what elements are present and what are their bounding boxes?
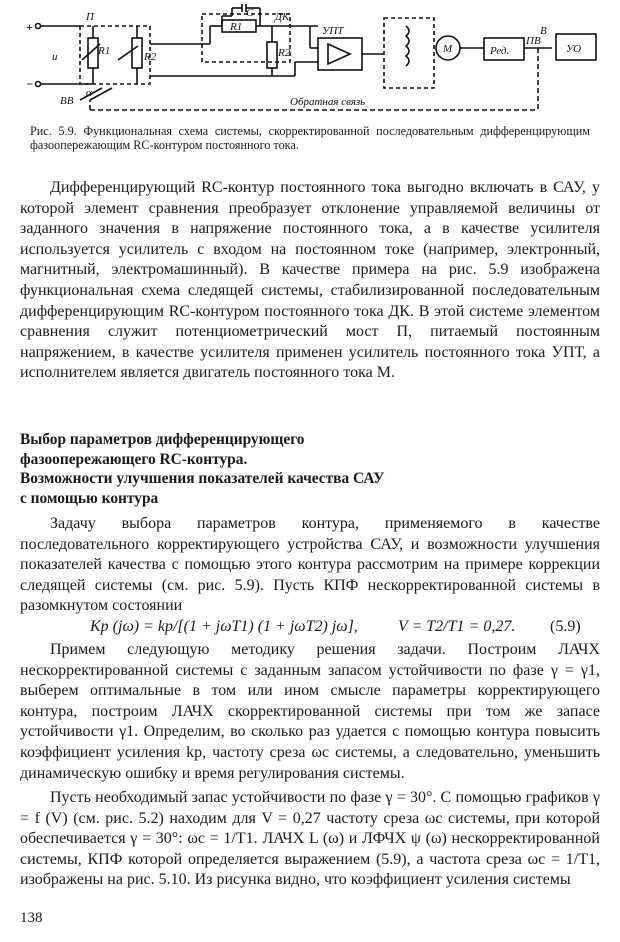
label-u: u [52,51,58,63]
paragraph-3-block [20,640,600,784]
minus-sign: − [26,77,34,91]
paragraph-2-block [20,514,600,617]
label-upt: УПТ [322,25,344,37]
label-r2-right: R2 [278,47,291,59]
label-bridge: П [86,11,94,23]
section-title-line-2: фазоопережающего RC-контура. [20,450,248,468]
diagram-svg [20,4,600,124]
label-pv: ПВ [526,35,541,47]
formula-5-9 [20,617,600,639]
paragraph-2: Задачу выбора параметров контура, применяемого в качестве последовательного корректирующего устройства САУ, и возможности улучшения показателей качества с помощью этого контура рассмотрим на примере коррекции следящей системы (см. рис. 5.9). Пусть КПФ нескорректированной системы в разомкнутом состоянии [20,515,600,615]
paragraph-4-block [20,788,600,891]
label-reducer: Ред. [490,45,510,57]
label-alpha: α [86,87,92,99]
paragraph-1: Дифференцирующий RC-контур постоянного тока выгодно включать в САУ, у которой элемент сравнения преобразует отклонение управляемой величины от заданного значения в напряжение постоянного тока, а в качестве усилителя используется усилитель с входом на постоянном токе (например, электронный, магнитный, электромашинный). В качестве примера на рис. 5.9 изображена функциональная схема следящей системы, стабилизированной последовательным дифференцирующим RC-контуром постоянного тока ДК. В этой системе элементом сравнения служит потенциометрический мост П, питаемый постоянным напряжением, в качестве усилителя применен усилитель постоянного тока УПТ, а исполнителем является двигатель постоянного тока М. [20,179,600,382]
section-title-line-1: Выбор параметров дифференцирующего [20,431,305,448]
label-feedback: Обратная связь [290,96,366,108]
formula-condition: V = T2/T1 = 0,27. [398,618,516,635]
paragraph-1-block [20,178,600,384]
label-r2-left: R2 [144,51,157,63]
label-dk: ДК [275,11,290,23]
label-b: В [540,25,547,37]
section-title-line-3: Возможности улучшения показателей качества САУ [20,470,385,488]
figure-caption: Рис. 5.9. Функциональная схема системы, скорректированной последовательным дифференцирующим фазоопережающим RC-контуром постоянного тока. [30,124,590,152]
section-title-line-4: с помощью контура [20,489,159,507]
label-uo: УО [566,43,582,55]
paragraph-3: Примем следующую методику решения задачи. Построим ЛАЧХ нескорректированной системы с заданным запасом устойчивости по фазе γ = γ1, выберем оптимальные в том или ином смысле параметры корректирующего контура, построим ЛАЧХ скорректированной системы при том же запасе устойчивости γ1. Определим, во сколько раз удается с помощью контура повысить коэффициент усиления kр, частоту среза ωс системы, а следовательно, уменьшить динамическую ошибку и время регулирования системы. [20,641,600,782]
label-motor: M [443,43,453,55]
page-number: 138 [20,910,43,926]
section-title [20,430,600,508]
label-capacitor: C [246,7,254,19]
functional-diagram [20,4,600,124]
plus-sign: + [26,20,33,34]
formula-number: (5.9) [550,618,581,635]
paragraph-4: Пусть необходимый запас устойчивости по фазе γ = 30°. С помощью графиков γ = f (V) (см. рис. 5.2) находим для V = 0,27 частоту среза ωс системы, при которой обеспечивается γ = 30°: ωс = 1/T1. ЛАЧХ L (ω) и ЛФЧХ ψ (ω) нескорректированной системы, КПФ которой определяется выражением (5.9), а частота среза ωс = 1/T1, изображены на рис. 5.10. Из рисунка видно, что коэффициент усиления системы [20,789,600,889]
label-r1-left: R1 [98,45,111,57]
label-r1-top: R1 [230,21,243,33]
formula-expression: Kр (jω) = kр/[(1 + jωT1) (1 + jωT2) jω], [90,618,358,635]
label-vv: ВВ [60,95,74,107]
